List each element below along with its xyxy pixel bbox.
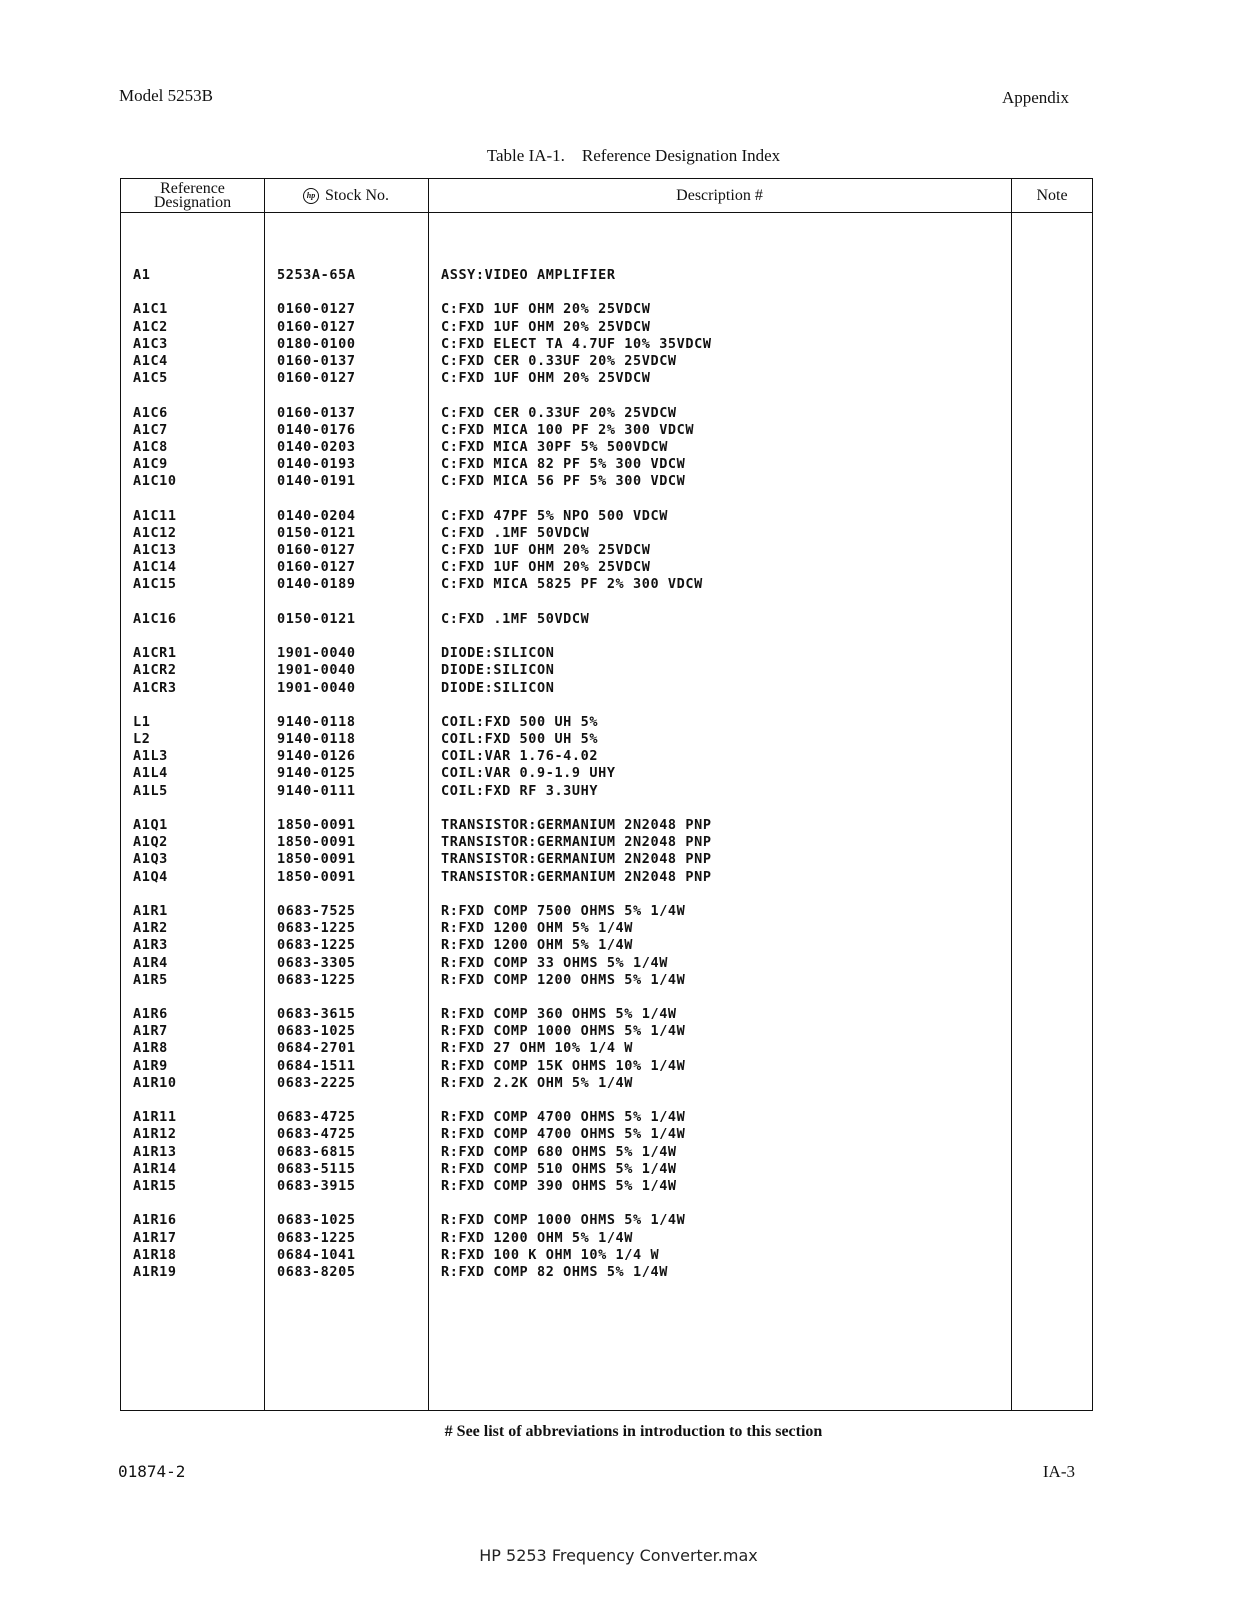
table-row [121, 301, 1094, 318]
reference-cell: A1C2 [133, 318, 168, 335]
reference-cell: A1R4 [133, 954, 168, 971]
description-cell: C:FXD 47PF 5% NPO 500 VDCW [441, 507, 668, 524]
table-row [121, 267, 1094, 284]
table-row [121, 1178, 1094, 1195]
table-row [121, 576, 1094, 593]
reference-cell: A1 [133, 267, 151, 283]
reference-cell: A1C15 [133, 576, 177, 593]
column-header-stock [264, 179, 428, 212]
reference-cell: A1Q1 [133, 817, 168, 833]
stock-number-cell: 0683-3305 [277, 954, 356, 971]
reference-cell: A1L4 [133, 765, 168, 782]
table-row [121, 525, 1094, 542]
stock-number-cell: 0140-0193 [277, 456, 356, 473]
reference-cell: A1R3 [133, 937, 168, 954]
reference-cell: A1C16 [133, 610, 177, 627]
reference-cell: A1C6 [133, 404, 168, 421]
reference-cell: A1C5 [133, 370, 168, 387]
stock-number-cell: 0140-0204 [277, 507, 356, 524]
stock-number-cell: 0684-1511 [277, 1057, 356, 1074]
reference-cell: A1R17 [133, 1229, 177, 1246]
description-cell: C:FXD ELECT TA 4.7UF 10% 35VDCW [441, 335, 712, 352]
reference-cell: A1C3 [133, 335, 168, 352]
stock-number-cell: 0140-0176 [277, 421, 356, 438]
table-row [121, 1023, 1094, 1040]
table-row [121, 662, 1094, 679]
reference-cell: A1R10 [133, 1074, 177, 1091]
reference-cell: A1C8 [133, 438, 168, 455]
description-cell: TRANSISTOR:GERMANIUM 2N2048 PNP [441, 868, 712, 885]
column-header-reference [121, 179, 264, 212]
description-cell: R:FXD COMP 4700 OHMS 5% 1/4W [441, 1109, 686, 1126]
reference-cell: A1C4 [133, 352, 168, 369]
description-cell: TRANSISTOR:GERMANIUM 2N2048 PNP [441, 834, 712, 851]
table-row [121, 748, 1094, 765]
table-body [121, 267, 1094, 1281]
stock-number-cell: 1901-0040 [277, 645, 356, 662]
table-row [121, 439, 1094, 456]
reference-cell: A1R11 [133, 1109, 177, 1126]
column-header-stock-label: Stock No. [325, 186, 389, 204]
reference-cell: A1L3 [133, 748, 168, 765]
reference-cell: A1R8 [133, 1040, 168, 1057]
reference-cell: A1R7 [133, 1023, 168, 1040]
stock-number-cell: 9140-0126 [277, 748, 356, 765]
stock-number-cell: 0140-0191 [277, 473, 356, 490]
reference-cell: A1C7 [133, 421, 168, 438]
table-row [121, 1126, 1094, 1143]
table-row [121, 370, 1094, 387]
table-row [121, 1264, 1094, 1281]
table-row [121, 1230, 1094, 1247]
description-cell: COIL:VAR 1.76-4.02 [441, 748, 599, 765]
stock-number-cell: 0150-0121 [277, 610, 356, 627]
stock-number-cell: 0683-4725 [277, 1109, 356, 1126]
reference-cell: A1Q2 [133, 834, 168, 851]
table-row [121, 1109, 1094, 1126]
column-header-description: Description # [676, 186, 763, 204]
reference-cell: A1CR1 [133, 645, 177, 662]
reference-cell: A1R13 [133, 1143, 177, 1160]
description-cell: R:FXD 2.2K OHM 5% 1/4W [441, 1074, 634, 1091]
reference-cell: A1Q4 [133, 868, 168, 885]
stock-number-cell: 0683-1225 [277, 920, 356, 937]
description-cell: C:FXD 1UF OHM 20% 25VDCW [441, 370, 651, 387]
stock-number-cell: 0160-0127 [277, 318, 356, 335]
stock-number-cell: 0683-3615 [277, 1006, 356, 1023]
table-row [121, 851, 1094, 868]
stock-number-cell: 1901-0040 [277, 679, 356, 696]
description-cell: R:FXD COMP 1200 OHMS 5% 1/4W [441, 971, 686, 988]
table-row [121, 937, 1094, 954]
stock-number-cell: 1850-0091 [277, 817, 356, 833]
reference-cell: A1R19 [133, 1263, 177, 1280]
stock-number-cell: 0140-0189 [277, 576, 356, 593]
footer-document-number: 01874-2 [118, 1462, 186, 1481]
table-row [121, 1161, 1094, 1178]
reference-cell: A1R6 [133, 1006, 168, 1023]
description-cell: C:FXD .1MF 50VDCW [441, 524, 590, 541]
table-row [121, 1040, 1094, 1057]
stock-number-cell: 0683-1225 [277, 937, 356, 954]
table-row [121, 920, 1094, 937]
stock-number-cell: 9140-0111 [277, 782, 356, 799]
file-caption: HP 5253 Frequency Converter.max [479, 1546, 758, 1565]
stock-number-cell: 9140-0125 [277, 765, 356, 782]
footnote: # See list of abbreviations in introduction to this section [444, 1423, 823, 1440]
stock-number-cell: 0683-2225 [277, 1074, 356, 1091]
description-cell: C:FXD MICA 56 PF 5% 300 VDCW [441, 473, 686, 490]
column-header-reference-line1: Reference [160, 179, 225, 197]
hp-logo-icon: hp [303, 188, 319, 204]
table-row [121, 353, 1094, 370]
column-header-reference-line2: Designation [153, 193, 232, 211]
description-cell: R:FXD COMP 680 OHMS 5% 1/4W [441, 1143, 677, 1160]
reference-cell: A1C13 [133, 542, 177, 558]
reference-cell: A1C14 [133, 559, 177, 576]
description-cell: C:FXD 1UF OHM 20% 25VDCW [441, 318, 651, 335]
stock-number-cell: 5253A-65A [277, 267, 356, 283]
reference-cell: L1 [133, 713, 151, 730]
table-row [121, 559, 1094, 576]
description-cell: R:FXD COMP 82 OHMS 5% 1/4W [441, 1263, 668, 1280]
stock-number-cell: 0160-0137 [277, 404, 356, 421]
table-row [121, 611, 1094, 628]
description-cell: R:FXD COMP 390 OHMS 5% 1/4W [441, 1177, 677, 1194]
table-row [121, 903, 1094, 920]
description-cell: C:FXD MICA 100 PF 2% 300 VDCW [441, 421, 695, 438]
reference-cell: A1C10 [133, 473, 177, 490]
table-row [121, 972, 1094, 989]
table-row [121, 955, 1094, 972]
stock-number-cell: 0160-0127 [277, 301, 356, 318]
header-model: Model 5253B [119, 86, 213, 105]
reference-cell: A1L5 [133, 782, 168, 799]
stock-number-cell: 1850-0091 [277, 868, 356, 885]
stock-number-cell: 0150-0121 [277, 524, 356, 541]
description-cell: TRANSISTOR:GERMANIUM 2N2048 PNP [441, 817, 712, 833]
table-row [121, 456, 1094, 473]
table-row [121, 1006, 1094, 1023]
stock-number-cell: 0683-7525 [277, 902, 356, 919]
reference-cell: A1R12 [133, 1126, 177, 1143]
description-cell: R:FXD 1200 OHM 5% 1/4W [441, 1229, 634, 1246]
description-cell: R:FXD COMP 4700 OHMS 5% 1/4W [441, 1126, 686, 1143]
stock-number-cell: 0683-8205 [277, 1263, 356, 1280]
stock-number-cell: 0683-5115 [277, 1160, 356, 1177]
table-row [121, 405, 1094, 422]
table-row [121, 731, 1094, 748]
column-header-note: Note [1036, 186, 1068, 204]
table-row [121, 1058, 1094, 1075]
description-cell: C:FXD CER 0.33UF 20% 25VDCW [441, 404, 677, 421]
table-row [121, 1212, 1094, 1229]
description-cell: ASSY:VIDEO AMPLIFIER [441, 267, 616, 283]
description-cell: R:FXD 27 OHM 10% 1/4 W [441, 1040, 634, 1057]
description-cell: C:FXD 1UF OHM 20% 25VDCW [441, 301, 651, 318]
stock-number-cell: 0160-0137 [277, 352, 356, 369]
table-row [121, 714, 1094, 731]
table-row [121, 508, 1094, 525]
stock-number-cell: 0160-0127 [277, 542, 356, 558]
stock-number-cell: 0683-6815 [277, 1143, 356, 1160]
reference-cell: A1R9 [133, 1057, 168, 1074]
description-cell: DIODE:SILICON [441, 645, 555, 662]
reference-cell: A1R2 [133, 920, 168, 937]
description-cell: C:FXD 1UF OHM 20% 25VDCW [441, 542, 651, 558]
reference-cell: A1C11 [133, 507, 177, 524]
stock-number-cell: 0683-1225 [277, 1229, 356, 1246]
stock-number-cell: 0160-0127 [277, 370, 356, 387]
table-title: Table IA-1. Reference Designation Index [486, 146, 781, 165]
reference-cell: A1R18 [133, 1246, 177, 1263]
description-cell: R:FXD COMP 15K OHMS 10% 1/4W [441, 1057, 686, 1074]
stock-number-cell: 0684-2701 [277, 1040, 356, 1057]
table-row [121, 319, 1094, 336]
table-row [121, 542, 1094, 559]
stock-number-cell: 0683-3915 [277, 1177, 356, 1194]
description-cell: TRANSISTOR:GERMANIUM 2N2048 PNP [441, 851, 712, 868]
table-row [121, 869, 1094, 886]
description-cell: R:FXD 1200 OHM 5% 1/4W [441, 937, 634, 954]
description-cell: R:FXD COMP 360 OHMS 5% 1/4W [441, 1006, 677, 1023]
header-divider [121, 212, 1092, 213]
table-row [121, 1144, 1094, 1161]
description-cell: COIL:VAR 0.9-1.9 UHY [441, 765, 616, 782]
reference-cell: A1C1 [133, 301, 168, 318]
footer-page-number: IA-3 [1042, 1462, 1075, 1481]
stock-number-cell: 1850-0091 [277, 851, 356, 868]
stock-number-cell: 0683-1025 [277, 1212, 356, 1229]
header-section: Appendix [1001, 88, 1069, 107]
table-row [121, 680, 1094, 697]
reference-cell: A1CR2 [133, 662, 177, 679]
description-cell: C:FXD MICA 30PF 5% 500VDCW [441, 438, 668, 455]
reference-cell: A1C9 [133, 456, 168, 473]
reference-cell: A1R1 [133, 902, 168, 919]
table-row [121, 1075, 1094, 1092]
table-row [121, 817, 1094, 834]
stock-number-cell: 9140-0118 [277, 713, 356, 730]
reference-cell: L2 [133, 731, 151, 748]
description-cell: R:FXD COMP 33 OHMS 5% 1/4W [441, 954, 668, 971]
description-cell: C:FXD CER 0.33UF 20% 25VDCW [441, 352, 677, 369]
description-cell: C:FXD MICA 5825 PF 2% 300 VDCW [441, 576, 703, 593]
reference-cell: A1R16 [133, 1212, 177, 1229]
description-cell: DIODE:SILICON [441, 662, 555, 679]
table-row [121, 834, 1094, 851]
reference-cell: A1Q3 [133, 851, 168, 868]
table-row [121, 336, 1094, 353]
reference-cell: A1R14 [133, 1160, 177, 1177]
description-cell: R:FXD COMP 510 OHMS 5% 1/4W [441, 1160, 677, 1177]
description-cell: C:FXD MICA 82 PF 5% 300 VDCW [441, 456, 686, 473]
stock-number-cell: 0683-1225 [277, 971, 356, 988]
stock-number-cell: 1850-0091 [277, 834, 356, 851]
description-cell: COIL:FXD 500 UH 5% [441, 713, 599, 730]
table-row [121, 783, 1094, 800]
reference-cell: A1C12 [133, 524, 177, 541]
stock-number-cell: 0160-0127 [277, 559, 356, 576]
description-cell: C:FXD .1MF 50VDCW [441, 610, 590, 627]
stock-number-cell: 0683-1025 [277, 1023, 356, 1040]
stock-number-cell: 9140-0118 [277, 731, 356, 748]
description-cell: COIL:FXD RF 3.3UHY [441, 782, 599, 799]
reference-designation-table [120, 178, 1093, 1411]
reference-cell: A1CR3 [133, 679, 177, 696]
stock-number-cell: 1901-0040 [277, 662, 356, 679]
description-cell: DIODE:SILICON [441, 679, 555, 696]
reference-cell: A1R5 [133, 971, 168, 988]
reference-cell: A1R15 [133, 1177, 177, 1194]
table-row [121, 473, 1094, 490]
description-cell: R:FXD COMP 7500 OHMS 5% 1/4W [441, 902, 686, 919]
description-cell: R:FXD COMP 1000 OHMS 5% 1/4W [441, 1212, 686, 1229]
table-row [121, 422, 1094, 439]
stock-number-cell: 0180-0100 [277, 335, 356, 352]
description-cell: R:FXD COMP 1000 OHMS 5% 1/4W [441, 1023, 686, 1040]
stock-number-cell: 0683-4725 [277, 1126, 356, 1143]
stock-number-cell: 0684-1041 [277, 1246, 356, 1263]
table-row [121, 1247, 1094, 1264]
description-cell: R:FXD 100 K OHM 10% 1/4 W [441, 1246, 660, 1263]
table-row [121, 645, 1094, 662]
description-cell: C:FXD 1UF OHM 20% 25VDCW [441, 559, 651, 576]
description-cell: COIL:FXD 500 UH 5% [441, 731, 599, 748]
description-cell: R:FXD 1200 OHM 5% 1/4W [441, 920, 634, 937]
table-row [121, 765, 1094, 782]
stock-number-cell: 0140-0203 [277, 438, 356, 455]
